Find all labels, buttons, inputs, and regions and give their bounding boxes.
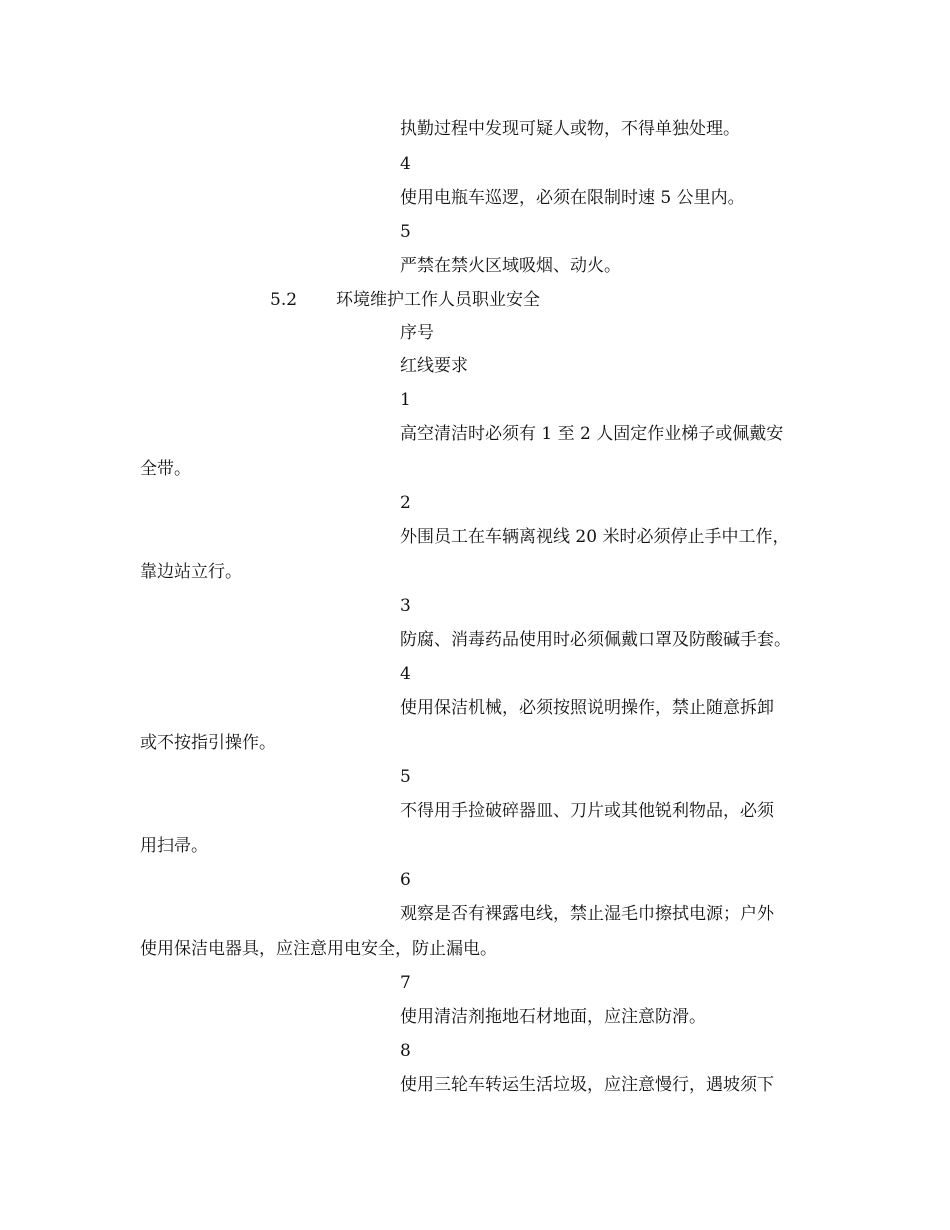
item-number: 4 xyxy=(400,154,411,174)
section-title: 环境维护工作人员职业安全 xyxy=(336,290,540,310)
row-text: 防腐、消毒药品使用时必须佩戴口罩及防酸碱手套。 xyxy=(400,630,791,650)
row-text: 不得用手捡破碎器皿、刀片或其他锐利物品，必须 xyxy=(400,801,774,821)
row-number: 7 xyxy=(400,973,411,993)
row-text: 使用保洁机械，必须按照说明操作，禁止随意拆卸 xyxy=(400,698,774,718)
row-number: 3 xyxy=(400,596,411,616)
row-number: 6 xyxy=(400,870,411,890)
row-text: 高空清洁时必须有 1 至 2 人固定作业梯子或佩戴安 xyxy=(400,424,784,444)
row-number: 5 xyxy=(400,767,411,787)
row-text-continued: 全带。 xyxy=(140,459,191,479)
text-line: 使用电瓶车巡逻，必须在限制时速 5 公里内。 xyxy=(400,188,745,208)
row-text-continued: 用扫帚。 xyxy=(140,836,208,856)
row-number: 1 xyxy=(400,390,411,410)
row-text-continued: 靠边站立行。 xyxy=(140,562,242,582)
table-header-requirement: 红线要求 xyxy=(400,356,468,376)
row-text-continued: 使用保洁电器具，应注意用电安全，防止漏电。 xyxy=(140,939,497,959)
item-number: 5 xyxy=(400,222,411,242)
row-number: 2 xyxy=(400,493,411,513)
row-text: 外围员工在车辆离视线 20 米时必须停止手中工作， xyxy=(400,527,790,547)
row-text-continued: 或不按指引操作。 xyxy=(140,733,276,753)
table-header-number: 序号 xyxy=(400,323,434,343)
text-line: 执勤过程中发现可疑人或物，不得单独处理。 xyxy=(400,119,740,139)
row-number: 8 xyxy=(400,1041,411,1061)
row-text: 使用清洁剂拖地石材地面，应注意防滑。 xyxy=(400,1007,706,1027)
row-text: 观察是否有裸露电线，禁止湿毛巾擦拭电源；户外 xyxy=(400,904,774,924)
row-number: 4 xyxy=(400,664,411,684)
section-number: 5.2 xyxy=(270,290,298,310)
text-line: 严禁在禁火区域吸烟、动火。 xyxy=(400,256,621,276)
row-text: 使用三轮车转运生活垃圾，应注意慢行，遇坡须下 xyxy=(400,1075,774,1095)
